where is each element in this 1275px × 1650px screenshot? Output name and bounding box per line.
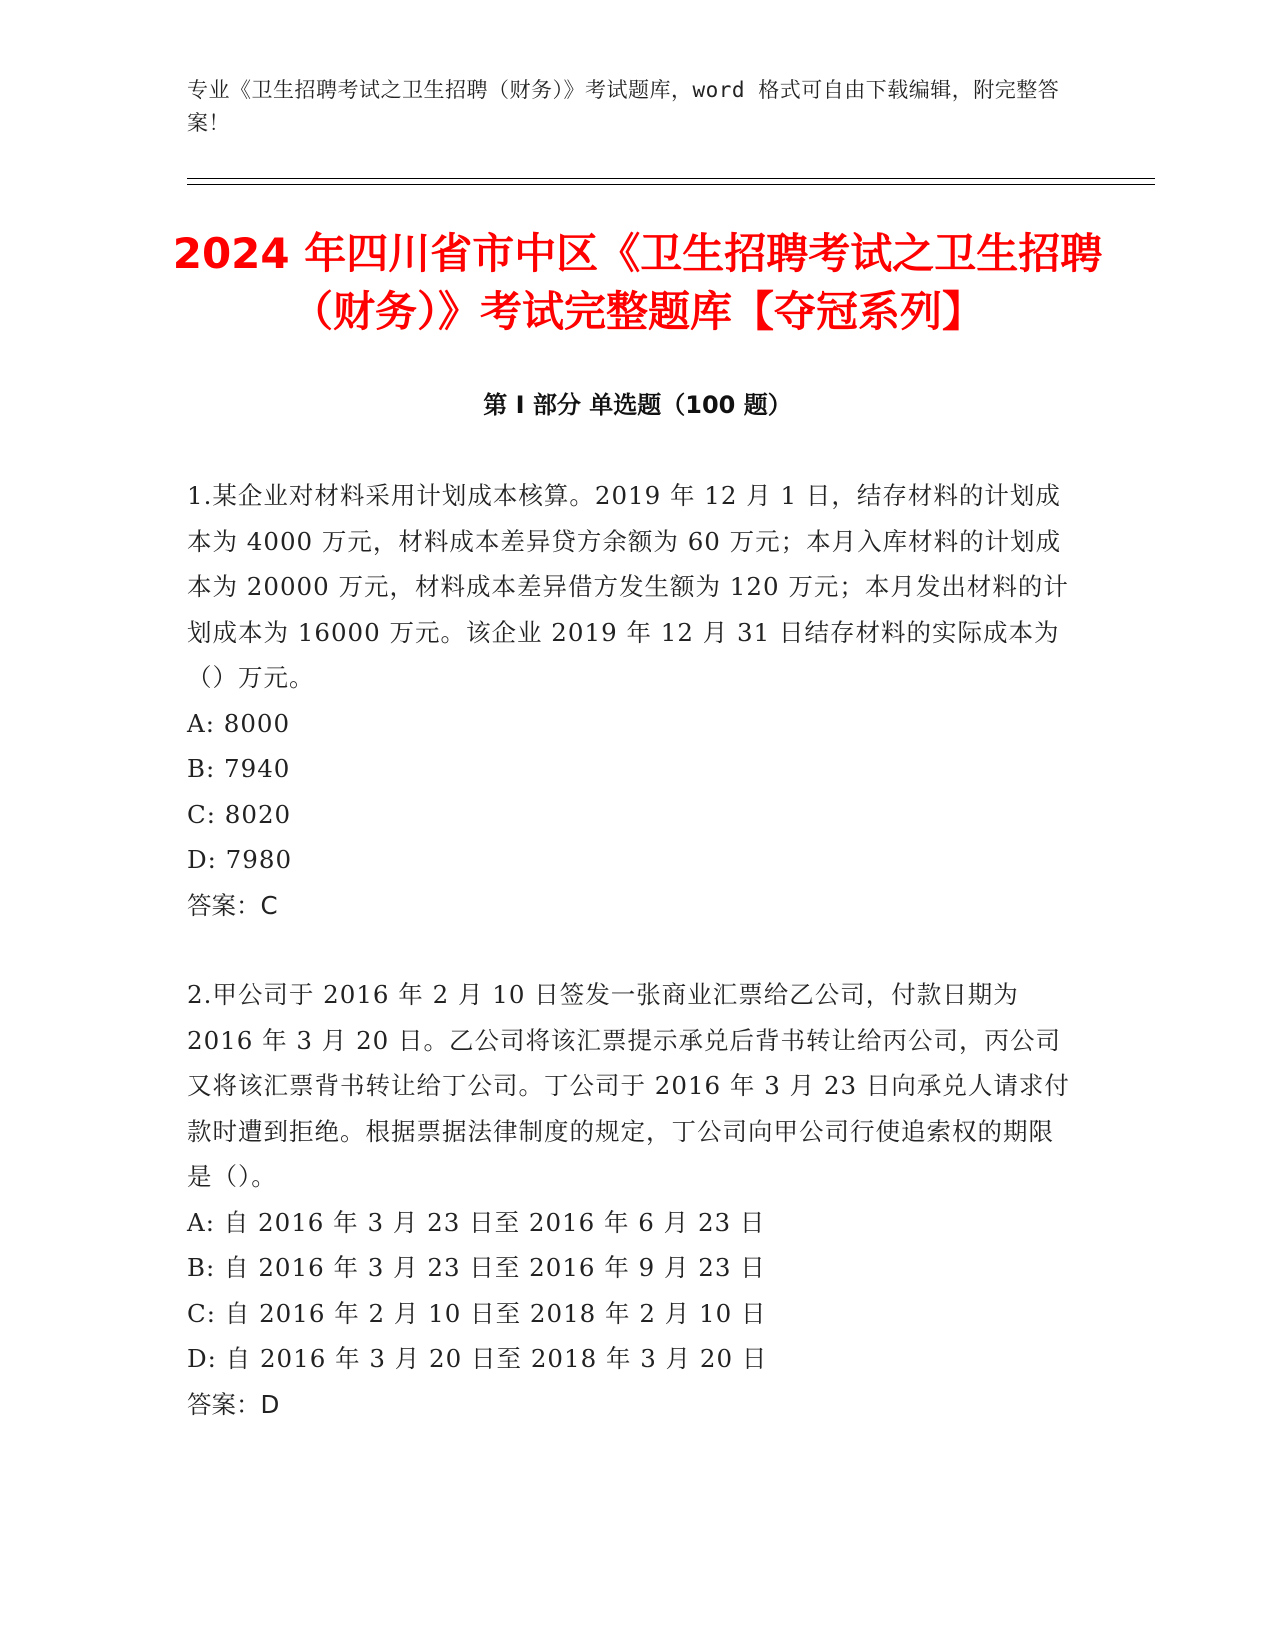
header-divider-bottom [187, 184, 1155, 185]
option-c: C: 自 2016 年 2 月 10 日至 2018 年 2 月 10 日 [187, 1298, 767, 1328]
option-d: D: 7980 [187, 845, 293, 874]
option-a: A: 8000 [187, 708, 291, 738]
question-2 [187, 972, 1077, 1427]
option-b: B: 自 2016 年 3 月 23 日至 2016 年 9 月 23 日 [187, 1253, 766, 1282]
option-c: C: 8020 [187, 799, 292, 829]
option-list [187, 701, 1077, 883]
question-stem: 2.甲公司于 2016 年 2 月 10 日签发一张商业汇票给乙公司，付款日期为 2016 年 3 月 20 日。乙公司将该汇票提示承兑后背书转让给丙公司，丙公司又将该汇票背书转让给丁公司。丁公司于 2016 年 3 月 23 日向承兑人请求付款时遭到拒绝。根据票据法律制度的规定，丁公司向甲公司行使追索权的期限是（）。 [187, 980, 1070, 1191]
answer-label: 答案：C [187, 890, 278, 920]
header-note: 专业《卫生招聘考试之卫生招聘（财务）》考试题库，word 格式可自由下载编辑，附完整答案！ [187, 78, 1060, 135]
option-b: B: 7940 [187, 754, 291, 783]
answer-label: 答案：D [187, 1389, 280, 1419]
section-heading: 第 I 部分 单选题（100 题） [483, 391, 792, 419]
header-divider-top [187, 178, 1155, 179]
option-list [187, 1200, 1077, 1382]
option-d: D: 自 2016 年 3 月 20 日至 2018 年 3 月 20 日 [187, 1344, 768, 1373]
question-1 [187, 473, 1077, 928]
question-stem: 1.某企业对材料采用计划成本核算。2019 年 12 月 1 日，结存材料的计划成本为 4000 万元，材料成本差异贷方余额为 60 万元；本月入库材料的计划成本为 20000 万元，材料成本差异借方发生额为 120 万元；本月发出材料的计划成本为 16000 万元。该企业 2019 年 12 月 31 日结存材料的实际成本为（）万元。 [187, 481, 1069, 692]
option-a: A: 自 2016 年 3 月 23 日至 2016 年 6 月 23 日 [187, 1207, 766, 1237]
document-title: 2024 年四川省市中区《卫生招聘考试之卫生招聘（财务）》考试完整题库【夺冠系列】 [172, 229, 1103, 336]
